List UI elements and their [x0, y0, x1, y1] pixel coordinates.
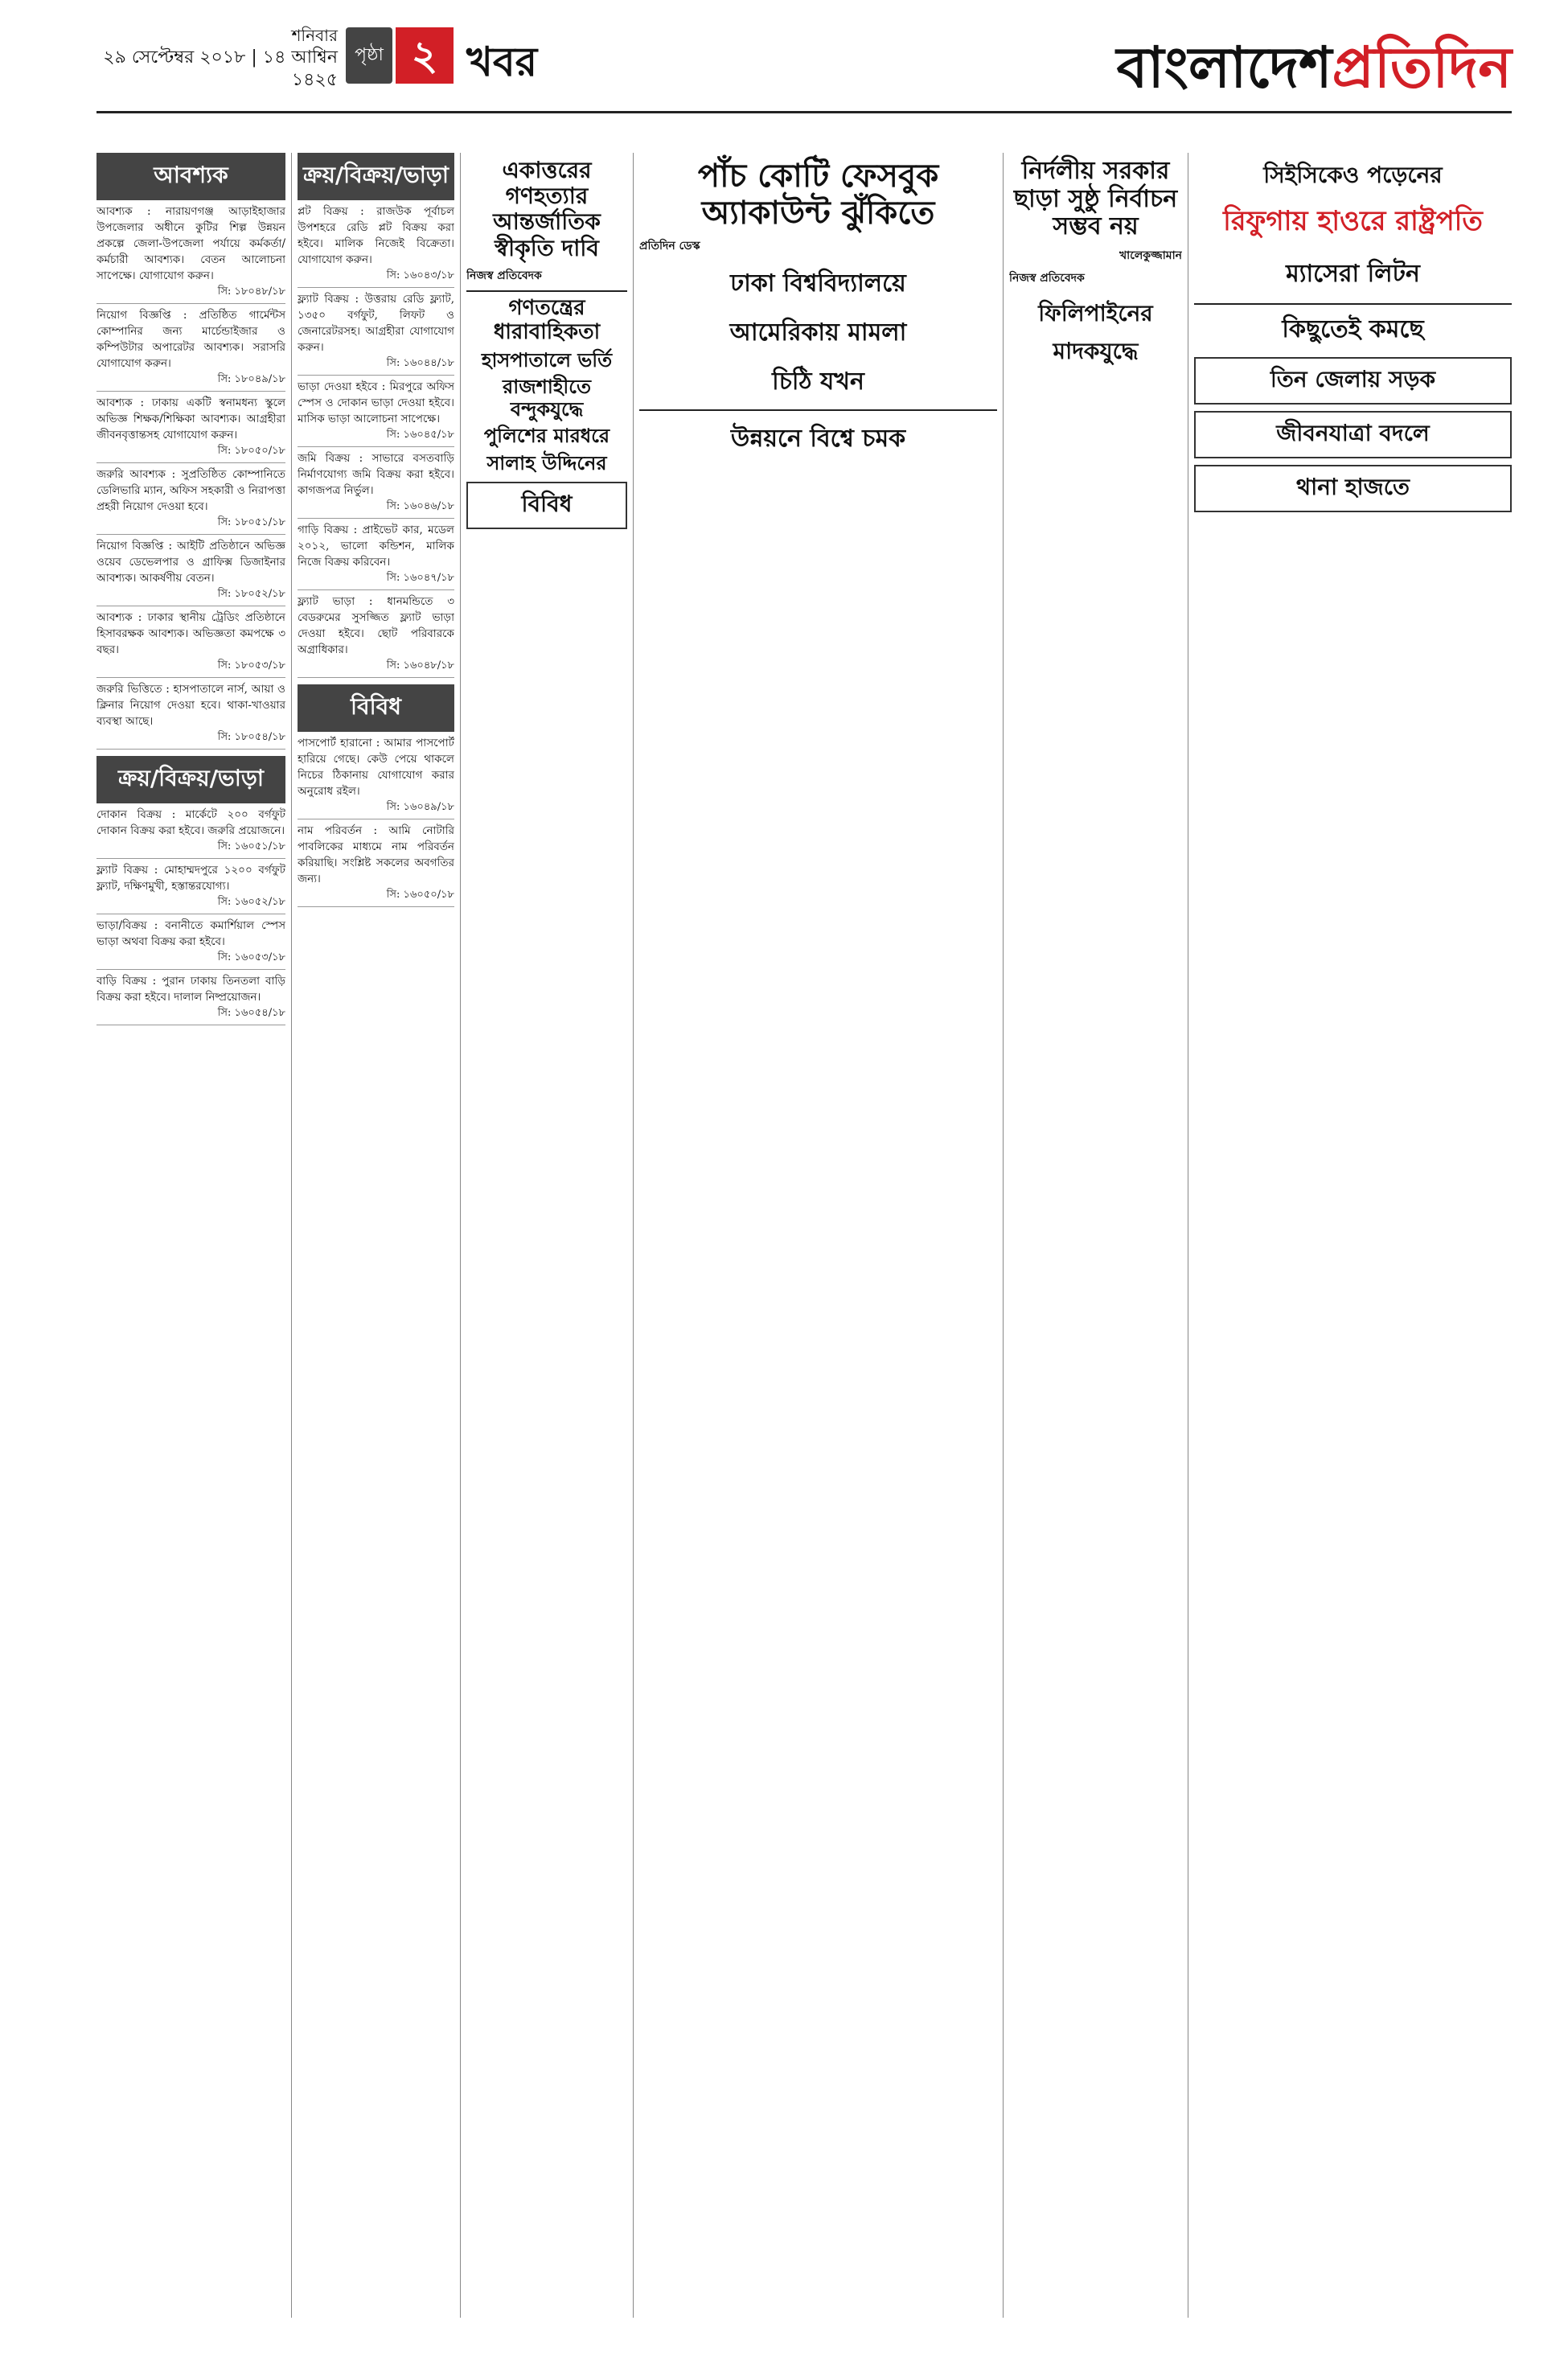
ad-text: ফ্ল্যাট ভাড়া : ধানমন্ডিতে ৩ বেডরুমের সুসজ্জিত ফ্ল্যাট ভাড়া দেওয়া হইবে। ছোট পরিবারকে অগ্রাধিকার।	[298, 595, 454, 656]
ad-ref: সি: ১৮০৫৩/১৮	[217, 659, 285, 672]
misc-list	[298, 732, 454, 907]
ad-text: বাড়ি বিক্রয় : পুরান ঢাকায় তিনতলা বাড়ি বিক্রয় করা হইবে। দালাল নিষ্প্রয়োজন।	[96, 975, 285, 1004]
col-rule	[1003, 153, 1004, 2318]
classified-ad	[298, 288, 454, 376]
headline-hospital: হাসপাতালে ভর্তি	[481, 348, 613, 372]
ad-text: প্লট বিক্রয় : রাজউক পূর্বাচল উপশহরে রেডি প্লট বিক্রয় করা হইবে। মালিক নিজেই বিক্রেতা। যোগাযোগ করুন।	[298, 205, 454, 266]
ad-ref: সি: ১৬০৪৩/১৮	[386, 269, 454, 281]
buysell-list	[298, 200, 454, 678]
classified-ad	[96, 535, 285, 606]
ad-text: জমি বিক্রয় : সাভারে বসতবাড়ি নির্মাণযোগ্য জমি বিক্রয় করা হইবে। কাগজপত্র নির্ভুল।	[298, 452, 454, 497]
ad-text: ভাড়া দেওয়া হইবে : মিরপুরে অফিস স্পেস ও দোকান ভাড়া দেওয়া হইবে। মাসিক ভাড়া আলোচনা সাপেক্ষে।	[298, 380, 454, 425]
headline-nothing: কিছুতেই কমছে	[1194, 303, 1512, 351]
ad-ref: সি: ১৬০৪৪/১৮	[386, 357, 454, 369]
weekday: শনিবার	[291, 26, 338, 45]
ad-ref: সি: ১৬০৪৯/১৮	[386, 801, 454, 813]
misc-heading: বিবিধ	[298, 684, 454, 732]
ad-ref: সি: ১৬০৫০/১৮	[386, 889, 454, 901]
masthead	[1116, 24, 1512, 118]
headline-genocide: একাত্তরের গণহত্যার আন্তর্জাতিক স্বীকৃতি দাবি	[493, 157, 601, 261]
classified-ad	[298, 447, 454, 519]
ad-text: আবশ্যক : নারায়ণগঞ্জ আড়াইহাজার উপজেলার অধীনে কুটির শিল্প উন্নয়ন প্রকল্পে জেলা-উপজেলা পর্যায়ে কর্মকর্তা/কর্মচারী আবশ্যক। বেতন আলোচনা সাপেক্ষে। যোগাযোগ করুন।	[96, 205, 285, 282]
headline-life: জীবনযাত্রা বদলে	[1194, 411, 1512, 458]
ad-ref: সি: ১৮০৫২/১৮	[217, 588, 285, 600]
classified-ad	[298, 200, 454, 288]
ad-text: আবশ্যক : ঢাকার স্থানীয় ট্রেডিং প্রতিষ্ঠানে হিসাবরক্ষক আবশ্যক। অভিজ্ঞতা কমপক্ষে ৩ বছর।	[96, 611, 285, 656]
classified-ad	[298, 732, 454, 819]
ad-text: দোকান বিক্রয় : মার্কেটে ২০০ বর্গফুট দোকান বিক্রয় করা হইবে। জরুরি প্রয়োজনে।	[96, 808, 285, 837]
headline-letter: চিঠি যখন	[772, 368, 864, 396]
classified-ad	[96, 803, 285, 859]
ad-text: জরুরি ভিত্তিতে : হাসপাতালে নার্স, আয়া ও ক্লিনার নিয়োগ দেওয়া হবে। থাকা-খাওয়ার ব্যবস্থা আছে।	[96, 683, 285, 728]
ad-ref: সি: ১৬০৪৭/১৮	[386, 572, 454, 584]
buysell-column	[298, 153, 454, 2318]
byline: নিজস্ব প্রতিবেদক	[466, 269, 542, 282]
news-column-3	[1009, 153, 1182, 2318]
classified-ad	[96, 200, 285, 304]
classified-ad	[96, 392, 285, 463]
classifieds-heading: আবশ্যক	[96, 153, 285, 200]
headline-police: পুলিশের মারধরে	[483, 425, 610, 448]
news-column-2	[639, 153, 997, 2318]
col-rule	[460, 153, 461, 2318]
ad-text: নিয়োগ বিজ্ঞপ্তি : প্রতিষ্ঠিত গার্মেন্টস কোম্পানির জন্য মার্চেন্ডাইজার ও কম্পিউটার অপারেটর আবশ্যক। সরাসরি যোগাযোগ করুন।	[96, 309, 285, 370]
ad-ref: সি: ১৮০৪৯/১৮	[217, 373, 285, 385]
ad-text: ফ্ল্যাট বিক্রয় : মোহাম্মদপুরে ১২০০ বর্গফুট ফ্ল্যাট, দক্ষিণমুখী, হস্তান্তরযোগ্য।	[96, 864, 285, 893]
page-mark: পৃষ্ঠা	[346, 27, 392, 84]
divider	[639, 409, 997, 411]
misc-box-heading: বিবিধ	[466, 482, 627, 529]
ad-ref: সি: ১৮০৫০/১৮	[217, 445, 285, 457]
ad-ref: সি: ১৮০৫৪/১৮	[217, 731, 285, 743]
headline-america: আমেরিকায় মামলা	[729, 318, 907, 347]
buysell-heading: ক্রয়/বিক্রয়/ভাড়া	[298, 153, 454, 200]
classified-ad	[298, 590, 454, 678]
election-speaker: খালেকুজ্জামান	[1119, 248, 1182, 262]
classified-ad	[298, 376, 454, 447]
headline-salahuddin: সালাহ উদ্দিনের	[486, 451, 607, 474]
classified-ad	[96, 678, 285, 750]
classifieds-column	[96, 153, 285, 2318]
ad-text: গাড়ি বিক্রয় : প্রাইভেট কার, মডেল ২০১২, ভালো কন্ডিশন, মালিক নিজে বিক্রয় করিবেন।	[298, 524, 454, 569]
classified-ad	[96, 606, 285, 678]
classified-ad	[96, 463, 285, 535]
page-number: ২	[396, 27, 454, 84]
byline: প্রতিদিন ডেস্ক	[639, 240, 700, 253]
headline-president: রিফুগায় হাওরে রাষ্ট্রপতি	[1223, 205, 1483, 237]
ad-ref: সি: ১৬০৪৫/১৮	[386, 429, 454, 441]
col1-buysell-heading: ক্রয়/বিক্রয়/ভাড়া	[96, 756, 285, 803]
ad-ref: সি: ১৬০৪৬/১৮	[386, 500, 454, 512]
headline-election: নির্দলীয় সরকার ছাড়া সুষ্ঠু নির্বাচন সম্ভব নয়	[1013, 157, 1178, 240]
classified-ad	[96, 304, 285, 392]
ad-ref: সি: ১৬০৫২/১৮	[217, 896, 285, 908]
headline-facebook: পাঁচ কোটি ফেসবুক অ্যাকাউন্ট ঝুঁকিতে	[697, 158, 939, 232]
masthead-main: বাংলাদেশ	[1116, 34, 1332, 101]
ad-ref: সি: ১৮০৫১/১৮	[217, 516, 285, 528]
ad-text: আবশ্যক : ঢাকায় একটি স্বনামধন্য স্কুলে অভিজ্ঞ শিক্ষক/শিক্ষিকা আবশ্যক। আগ্রহীরা জীবনবৃত্তান্তসহ যোগাযোগ করুন।	[96, 396, 285, 442]
classified-list	[96, 200, 285, 750]
headline-myanmar: ম্যাসেরা লিটন	[1286, 260, 1420, 288]
header-rule	[96, 111, 1512, 113]
ad-ref: সি: ১৬০৪৮/১৮	[386, 659, 454, 672]
ad-ref: সি: ১৬০৫৪/১৮	[217, 1007, 285, 1019]
ad-text: নিয়োগ বিজ্ঞপ্তি : আইটি প্রতিষ্ঠানে অভিজ্ঞ ওয়েব ডেভেলপার ও গ্রাফিক্স ডিজাইনার আবশ্যক। আকর্ষণীয় বেতন।	[96, 540, 285, 585]
ad-text: ভাড়া/বিক্রয় : বনানীতে কমার্শিয়াল স্পেস ভাড়া অথবা বিক্রয় করা হইবে।	[96, 919, 285, 948]
news-column-4	[1194, 153, 1512, 2318]
ad-ref: সি: ১৬০৫১/১৮	[217, 840, 285, 852]
col1-buysell-list	[96, 803, 285, 1025]
col-rule	[291, 153, 292, 2318]
headline-development: উন্নয়নে বিশ্বে চমক	[730, 425, 906, 453]
page-header	[96, 24, 1512, 121]
classified-ad	[96, 970, 285, 1025]
col-rule	[633, 153, 634, 2318]
date-line: ২৯ সেপ্টেম্বর ২০১৮ | ১৪ আশ্বিন ১৪২৫	[103, 47, 338, 90]
classified-ad	[298, 519, 454, 590]
headline-dhaka-univ: ঢাকা বিশ্ববিদ্যালয়ে	[730, 269, 906, 298]
ad-text: ফ্ল্যাট বিক্রয় : উত্তরায় রেডি ফ্ল্যাট, ১৩৫০ বর্গফুট, লিফট ও জেনারেটরসহ। আগ্রহীরা যোগাযোগ করুন।	[298, 293, 454, 354]
ad-ref: সি: ১৮০৪৮/১৮	[217, 285, 285, 298]
ad-text: পাসপোর্ট হারানো : আমার পাসপোর্ট হারিয়ে গেছে। কেউ পেয়ে থাকলে নিচের ঠিকানায় যোগাযোগ করার অনুরোধ রইল।	[298, 737, 454, 798]
classified-ad	[298, 819, 454, 907]
headline-continuity: গণতন্ত্রের ধারাবাহিকতা	[466, 290, 627, 345]
byline: নিজস্ব প্রতিবেদক	[1009, 271, 1085, 285]
headline-roads: তিন জেলায় সড়ক	[1194, 357, 1512, 405]
section-title: খবর	[466, 38, 538, 85]
date-block	[96, 24, 338, 92]
classified-ad	[96, 859, 285, 914]
headline-philippines: ফিলিপাইনের মাদকযুদ্ধে	[1038, 299, 1153, 364]
ad-text: নাম পরিবর্তন : আমি নোটারি পাবলিকের মাধ্যমে নাম পরিবর্তন করিয়াছি। সংশ্লিষ্ট সকলের অবগতির জন্য।	[298, 824, 454, 885]
ad-ref: সি: ১৬০৫৩/১৮	[217, 951, 285, 963]
headline-cec: সিইসিকেও পড়েনের	[1263, 162, 1443, 188]
news-column-1	[466, 153, 627, 2318]
masthead-accent: প্রতিদিন	[1332, 34, 1512, 101]
classified-ad	[96, 914, 285, 970]
headline-rajshahi: রাজশাহীতে বন্দুকযুদ্ধে	[503, 376, 591, 421]
headline-thana: থানা হাজতে	[1194, 465, 1512, 512]
ad-text: জরুরি আবশ্যক : সুপ্রতিষ্ঠিত কোম্পানিতে ডেলিভারি ম্যান, অফিস সহকারী ও নিরাপত্তা প্রহরী নিয়োগ দেওয়া হবে।	[96, 468, 285, 513]
